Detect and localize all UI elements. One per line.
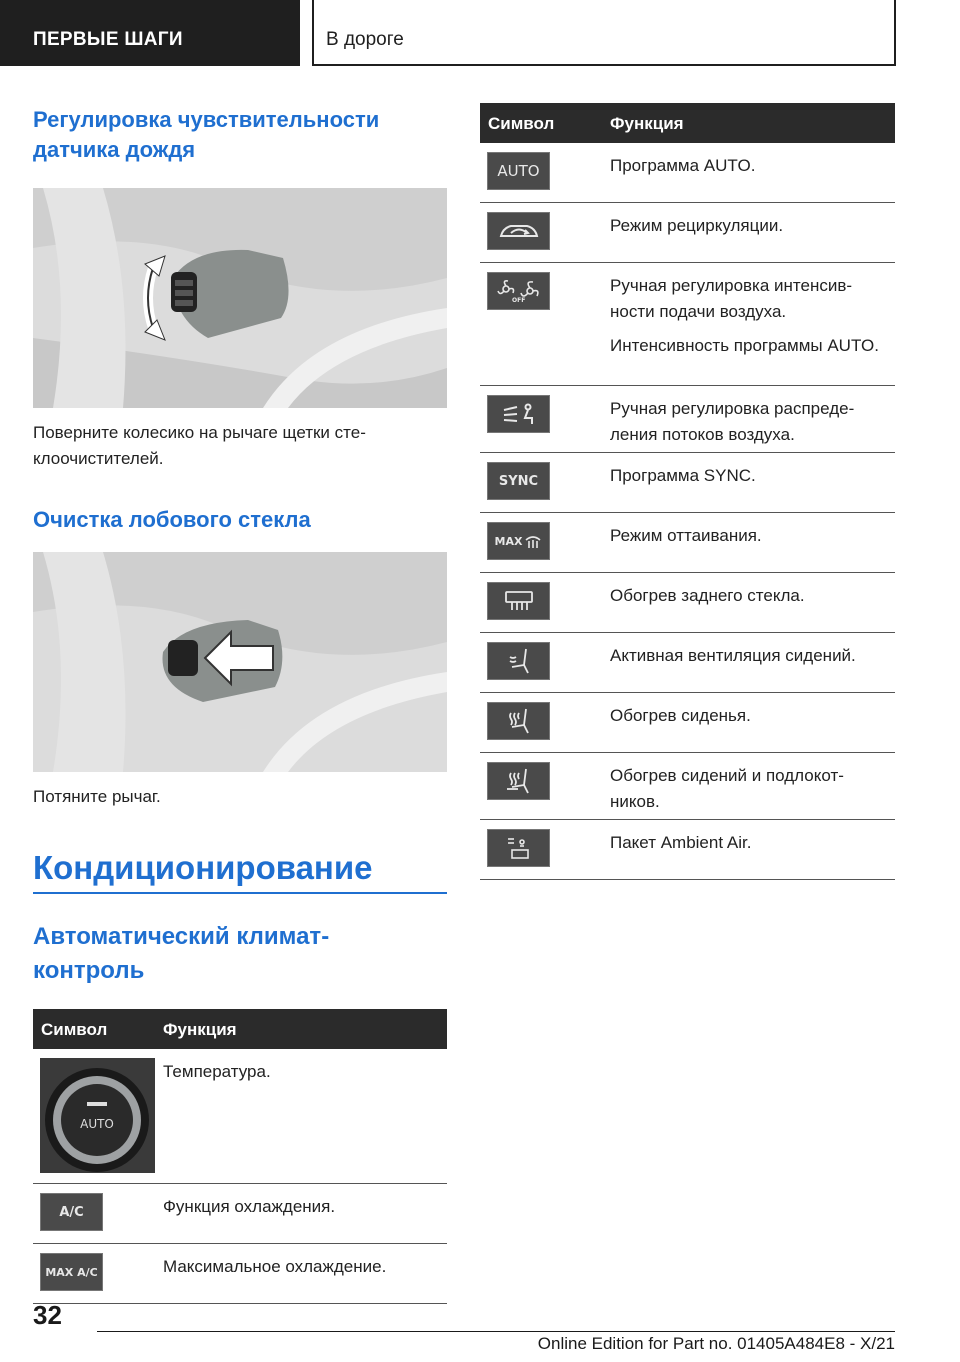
table-header	[33, 1009, 447, 1049]
row-function: Ручная регулировка интенсив-ности подачи воздуха. Интенсивность программы AUTO.	[610, 276, 879, 355]
row-function: Программа SYNC.	[610, 466, 756, 485]
footer-rule	[97, 1331, 895, 1332]
row-function: Обогрев заднего стекла.	[610, 586, 805, 605]
table-row	[480, 263, 895, 386]
table-row	[480, 453, 895, 513]
row-function: Обогрев сидений и подлокот-ников.	[610, 766, 844, 811]
edition-footer: Online Edition for Part no. 01405A484E8 - X/21	[537, 1334, 895, 1353]
row-function: Программа AUTO.	[610, 156, 756, 175]
rain-sensor-caption: Поверните колесико на рычаге щетки сте-клоочистителей.	[33, 423, 366, 468]
seat-heating-icon	[487, 702, 550, 740]
windshield-clean-caption: Потяните рычаг.	[33, 787, 161, 806]
col-function-header: Функция	[610, 114, 684, 133]
seat-armrest-heating-icon	[487, 762, 550, 800]
wiper-pull-illustration	[33, 552, 447, 772]
table-row	[480, 513, 895, 573]
wiper-wheel-illustration	[33, 188, 447, 408]
ac-title: Кондиционирование	[33, 849, 373, 886]
recirculation-icon	[487, 212, 550, 250]
ambient-air-icon	[487, 829, 550, 867]
col-symbol-header: Символ	[488, 114, 555, 133]
table-row	[480, 143, 895, 203]
left-column	[33, 105, 447, 1304]
ac-table-right	[480, 103, 895, 880]
rear-window-heat-icon	[487, 582, 550, 620]
table-row	[480, 633, 895, 693]
max-defrost-label: MAX	[494, 534, 523, 548]
ac-title-rule	[33, 892, 447, 894]
table-row	[33, 1244, 447, 1304]
row-function: Обогрев сиденья.	[610, 706, 751, 725]
table-row	[480, 573, 895, 633]
auto-climate-heading: Автоматический климат-контроль	[33, 923, 330, 984]
row-function: Ручная регулировка распреде-ления потоков воздуха.	[610, 399, 855, 444]
row-function: Температура.	[163, 1062, 271, 1081]
table-row	[480, 753, 895, 820]
row-function: Максимальное охлаждение.	[163, 1257, 387, 1276]
row-function: Функция охлаждения.	[163, 1197, 336, 1216]
table-header	[480, 103, 895, 143]
air-distribution-icon	[487, 395, 550, 433]
row-function: Пакет Ambient Air.	[610, 833, 752, 852]
right-column	[480, 103, 895, 880]
table-row	[33, 1049, 447, 1184]
wiper-wheel-photo	[33, 188, 447, 408]
fan-off-label: OFF	[511, 297, 525, 303]
ac-table-left	[33, 1009, 447, 1304]
max-ac-button-icon: MAX A/C	[40, 1253, 103, 1291]
page-number: 32	[33, 1300, 62, 1330]
row-function: Режим оттаивания.	[610, 526, 762, 545]
rain-sensor-heading: Регулировка чувствительности датчика дождя	[33, 107, 380, 162]
auto-button-icon: AUTO	[487, 152, 550, 190]
temperature-dial-icon	[40, 1058, 155, 1173]
sync-button-icon: SYNC	[487, 462, 550, 500]
col-symbol-header: Символ	[41, 1020, 108, 1039]
table-row	[480, 693, 895, 753]
subsection-tab: В дороге	[312, 0, 896, 66]
row-function: Активная вентиляция сидений.	[610, 646, 856, 665]
wiper-pull-photo	[33, 552, 447, 772]
table-row	[33, 1184, 447, 1244]
col-function-header: Функция	[163, 1020, 237, 1039]
row-function: Режим рециркуляции.	[610, 216, 784, 235]
dial-label: AUTO	[80, 1117, 114, 1131]
seat-ventilation-icon	[487, 642, 550, 680]
windshield-clean-heading: Очистка лобового стекла	[33, 507, 311, 532]
section-tab: ПЕРВЫЕ ШАГИ	[0, 0, 300, 66]
table-row	[480, 203, 895, 263]
table-row	[480, 386, 895, 453]
table-row	[480, 820, 895, 880]
ac-button-icon: A/C	[40, 1193, 103, 1231]
max-defrost-icon	[487, 522, 550, 560]
fan-speed-icon	[487, 272, 550, 310]
